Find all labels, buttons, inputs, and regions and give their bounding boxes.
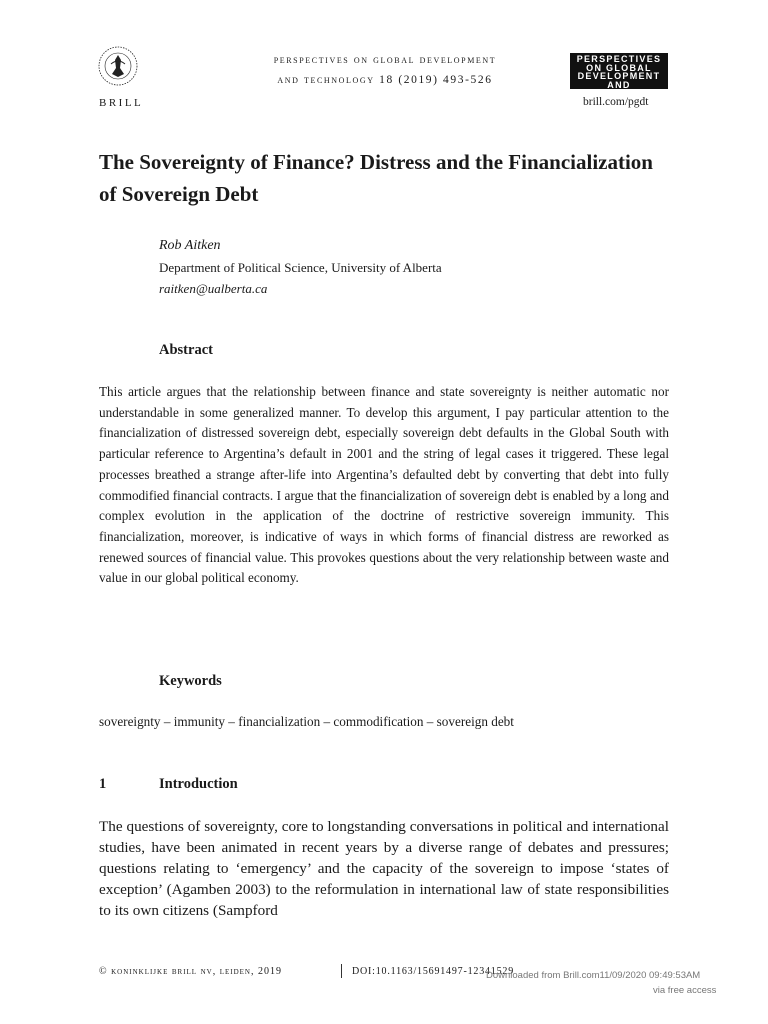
abstract-heading: Abstract <box>159 342 213 358</box>
journal-badge <box>570 53 668 98</box>
introduction-text: The questions of sovereignty, core to longstanding conversations in political and international studies, have been animated in recent years by a diverse range of debates and pressures; questions relating to ‘emergency’ and the capacity of the sovereign to impose ‘states of exception’ (Agamben 2003) to the reformulation in international law of state responsibilities to its own citizens (Sampford <box>99 818 669 919</box>
publisher-name: BRILL <box>99 97 144 109</box>
journal-url-link[interactable]: brill.com/pgdt <box>583 96 649 108</box>
article-title: The Sovereignty of Finance? Distress and the Financialization of Sovereign Debt <box>99 150 653 206</box>
badge-line: TECHNOLOGY <box>580 88 658 98</box>
badge-line: PERSPECTIVES <box>576 54 662 64</box>
keywords-text: sovereignty – immunity – financialization – commodification – sovereign debt <box>99 714 514 729</box>
abstract-text: This article argues that the relationship between finance and state sovereignty is neither automatic nor understandable in some generalized manner. To develop this argument, I pay particular attention to the financialization of distressed sovereign debt, especially sovereign debt defaults in the Global South with particular reference to Argentina’s default in 2001 and the string of legal cases it triggered. These legal processes breathed a strange after-life into Argentina’s defaulted debt by converting that debt into fully commodified financial contracts. I argue that the financialization of sovereign debt is enabled by a long and complex evolution in the application of the doctrine of restrictive sovereign immunity. This financialization, moreover, is indicative of ways in which forms of financial distress are reworked as renewed sources of financial value. This provokes questions about the very relationship between waste and value in our global political economy. <box>99 384 669 586</box>
badge-line: ON GLOBAL <box>586 62 652 73</box>
section-number: 1 <box>99 776 107 792</box>
download-watermark: Downloaded from Brill.com11/09/2020 09:49:53AM <box>486 970 701 981</box>
footer-divider <box>341 964 342 978</box>
author-email-link[interactable]: raitken@ualberta.ca <box>159 281 268 296</box>
author-name: Rob Aitken <box>159 238 221 253</box>
badge-line: DEVELOPMENT <box>577 71 661 81</box>
journal-name-line1: perspectives on global development <box>273 54 497 66</box>
badge-line: AND <box>607 79 631 90</box>
keywords-heading: Keywords <box>159 673 222 689</box>
journal-name-line2: and technology 18 (2019) 493-526 <box>277 74 493 86</box>
brill-seal-icon <box>96 44 140 92</box>
introduction-heading: Introduction <box>159 776 238 792</box>
doi-link[interactable]: DOI:10.1163/15691497-12341529 <box>352 966 514 977</box>
author-affiliation: Department of Political Science, University of Alberta <box>159 260 442 275</box>
copyright-notice: © koninklijke brill nv, leiden, 2019 <box>99 966 282 977</box>
access-watermark: via free access <box>653 985 717 996</box>
